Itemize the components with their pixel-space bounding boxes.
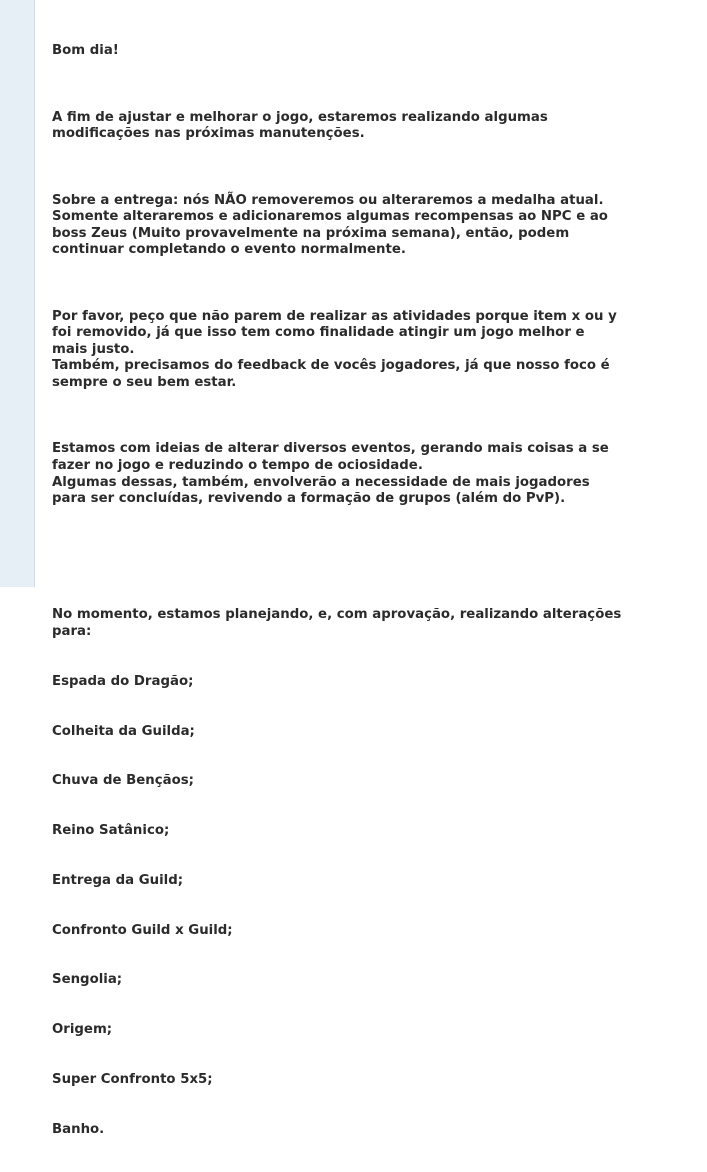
list-item: Colheita da Guilda;	[52, 723, 195, 739]
list-item: Entrega da Guild;	[52, 872, 184, 888]
spacer	[52, 558, 692, 575]
post-sidebar-strip	[0, 0, 35, 587]
list-item: Origem;	[52, 1022, 113, 1038]
planning-intro: No momento, estamos planejando, e, com aprovação, realizando alterações para:	[52, 607, 622, 639]
list-item: Reino Satânico;	[52, 823, 170, 839]
greeting-text: Bom dia!	[52, 43, 119, 59]
intro-paragraph: A fim de ajustar e melhorar o jogo, estaremos realizando algumas modificações nas próximas manutenções.	[52, 109, 548, 142]
list-item: Espada do Dragão;	[52, 673, 194, 689]
delivery-paragraph: Sobre a entrega: nós NÃO removeremos ou alteraremos a medalha atual. Somente alteraremos e adicionaremos algumas recompensas ao NPC e ao boss Zeus (Muito provavelmente na próxima semana), então, podem continuar completando o evento normalmente.	[52, 192, 608, 258]
request-paragraph: Por favor, peço que não parem de realizar as atividades porque item x ou y foi removido, já que isso tem como finalidade atingir um jogo melhor e mais justo. Também, precisamos do feedback de vocês jogadores, já que nosso foco é sempre o seu bem estar.	[52, 308, 617, 391]
list-item: Confronto Guild x Guild;	[52, 922, 233, 938]
list-item: Super Confronto 5x5;	[52, 1072, 213, 1087]
ideas-paragraph: Estamos com ideias de alterar diversos eventos, gerando mais coisas a se fazer no jogo e reduzindo o tempo de ociosidade. Algumas dessas, também, envolverão a necessidade de mais jogadores para ser concluídas, revivendo a formação de grupos (além do PvP).	[52, 441, 609, 507]
post-body	[52, 10, 692, 1172]
list-item: Chuva de Bençãos;	[52, 773, 194, 789]
list-item: Sengolia;	[52, 972, 123, 988]
list-item: Banho.	[52, 1121, 105, 1137]
